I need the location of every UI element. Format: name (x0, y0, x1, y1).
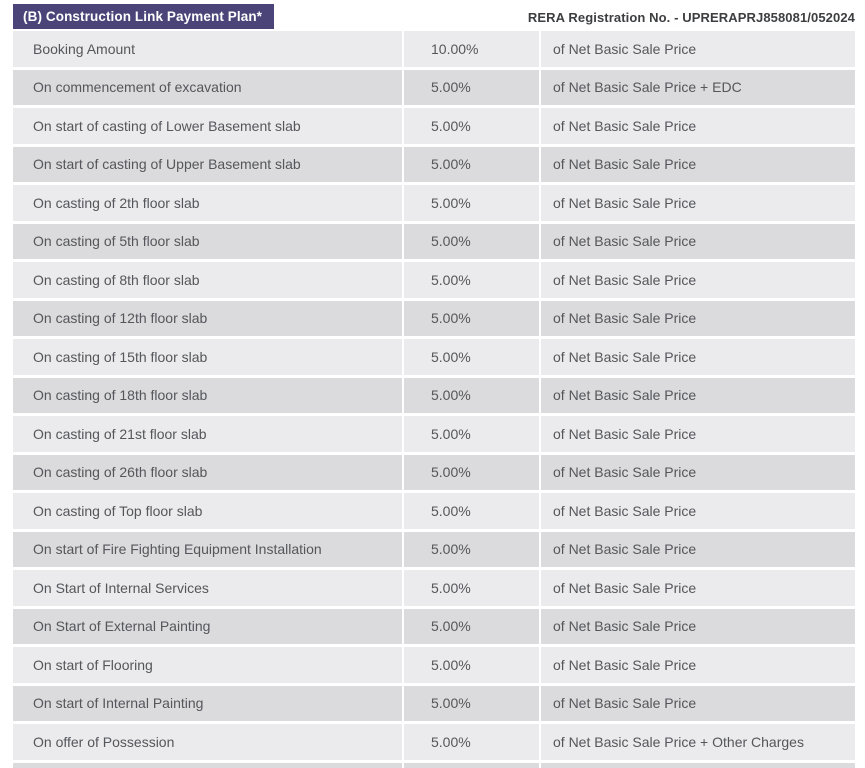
milestone-label: On casting of 12th floor slab (13, 301, 402, 337)
table-row (13, 70, 855, 106)
milestone-label: On casting of 8th floor slab (13, 262, 402, 298)
milestone-label: On commencement of excavation (13, 70, 402, 106)
table-row (13, 609, 855, 645)
percentage-value: 5.00% (404, 416, 539, 452)
milestone-label: On start of Fire Fighting Equipment Installation (13, 532, 402, 568)
basis-label: of Net Basic Sale Price (541, 455, 855, 491)
percentage-value: 5.00% (404, 647, 539, 683)
table-row (13, 647, 855, 683)
table-row (13, 185, 855, 221)
milestone-label: On casting of 18th floor slab (13, 378, 402, 414)
table-row (13, 493, 855, 529)
milestone-label: On casting of 5th floor slab (13, 224, 402, 260)
table-row (13, 724, 855, 760)
percentage-value: 5.00% (404, 301, 539, 337)
table-row (13, 532, 855, 568)
percentage-value: 5.00% (404, 339, 539, 375)
percentage-value: 5.00% (404, 108, 539, 144)
milestone-label: On start of casting of Lower Basement slab (13, 108, 402, 144)
milestone-label: On casting of 15th floor slab (13, 339, 402, 375)
basis-label: of Net Basic Sale Price (541, 339, 855, 375)
basis-label: of Net Basic Sale Price (541, 378, 855, 414)
basis-label: of Net Basic Sale Price (541, 147, 855, 183)
percentage-value: 5.00% (404, 147, 539, 183)
percentage-value: 5.00% (404, 185, 539, 221)
table-row (13, 262, 855, 298)
percentage-value: 10.00% (404, 31, 539, 67)
table-row (13, 570, 855, 606)
table-row (13, 416, 855, 452)
basis-label: of Net Basic Sale Price (541, 416, 855, 452)
basis-label: of Net Basic Sale Price + EDC (541, 70, 855, 106)
table-row (13, 339, 855, 375)
milestone-label: On casting of 26th floor slab (13, 455, 402, 491)
basis-label: of Net Basic Sale Price (541, 609, 855, 645)
milestone-label: On offer of Possession (13, 724, 402, 760)
milestone-label: On start of Internal Painting (13, 686, 402, 722)
table-row (13, 31, 855, 67)
basis-label: of Net Basic Sale Price (541, 31, 855, 67)
basis-label: of Net Basic Sale Price (541, 108, 855, 144)
milestone-label: Booking Amount (13, 31, 402, 67)
basis-label: of Net Basic Sale Price (541, 686, 855, 722)
percentage-value: 5.00% (404, 455, 539, 491)
percentage-value: 5.00% (404, 224, 539, 260)
basis-label: of Net Basic Sale Price (541, 262, 855, 298)
percentage-value: 5.00% (404, 532, 539, 568)
next-section-row-partial (13, 763, 855, 768)
clipped-cell (404, 763, 539, 768)
milestone-label: On casting of 2th floor slab (13, 185, 402, 221)
basis-label: of Net Basic Sale Price (541, 647, 855, 683)
milestone-label: On start of Flooring (13, 647, 402, 683)
milestone-label: On Start of External Painting (13, 609, 402, 645)
basis-label: of Net Basic Sale Price (541, 532, 855, 568)
percentage-value: 5.00% (404, 70, 539, 106)
table-row (13, 224, 855, 260)
percentage-value: 5.00% (404, 493, 539, 529)
percentage-value: 5.00% (404, 686, 539, 722)
section-title: (B) Construction Link Payment Plan* (13, 4, 274, 29)
basis-label: of Net Basic Sale Price (541, 224, 855, 260)
percentage-value: 5.00% (404, 724, 539, 760)
basis-label: of Net Basic Sale Price (541, 570, 855, 606)
table-row (13, 455, 855, 491)
percentage-value: 5.00% (404, 609, 539, 645)
payment-plan-table (13, 31, 855, 768)
table-row (13, 378, 855, 414)
milestone-label: On casting of 21st floor slab (13, 416, 402, 452)
rera-registration-number: RERA Registration No. - UPRERAPRJ858081/052024 (527, 10, 855, 25)
clipped-cell (13, 763, 402, 768)
table-row (13, 147, 855, 183)
basis-label: of Net Basic Sale Price (541, 301, 855, 337)
percentage-value: 5.00% (404, 378, 539, 414)
milestone-label: On start of casting of Upper Basement slab (13, 147, 402, 183)
basis-label: of Net Basic Sale Price (541, 185, 855, 221)
table-row (13, 686, 855, 722)
basis-label: of Net Basic Sale Price + Other Charges (541, 724, 855, 760)
table-row (13, 301, 855, 337)
page-header (13, 4, 855, 29)
table-row (13, 108, 855, 144)
milestone-label: On Start of Internal Services (13, 570, 402, 606)
clipped-cell (541, 763, 855, 768)
basis-label: of Net Basic Sale Price (541, 493, 855, 529)
percentage-value: 5.00% (404, 570, 539, 606)
milestone-label: On casting of Top floor slab (13, 493, 402, 529)
percentage-value: 5.00% (404, 262, 539, 298)
